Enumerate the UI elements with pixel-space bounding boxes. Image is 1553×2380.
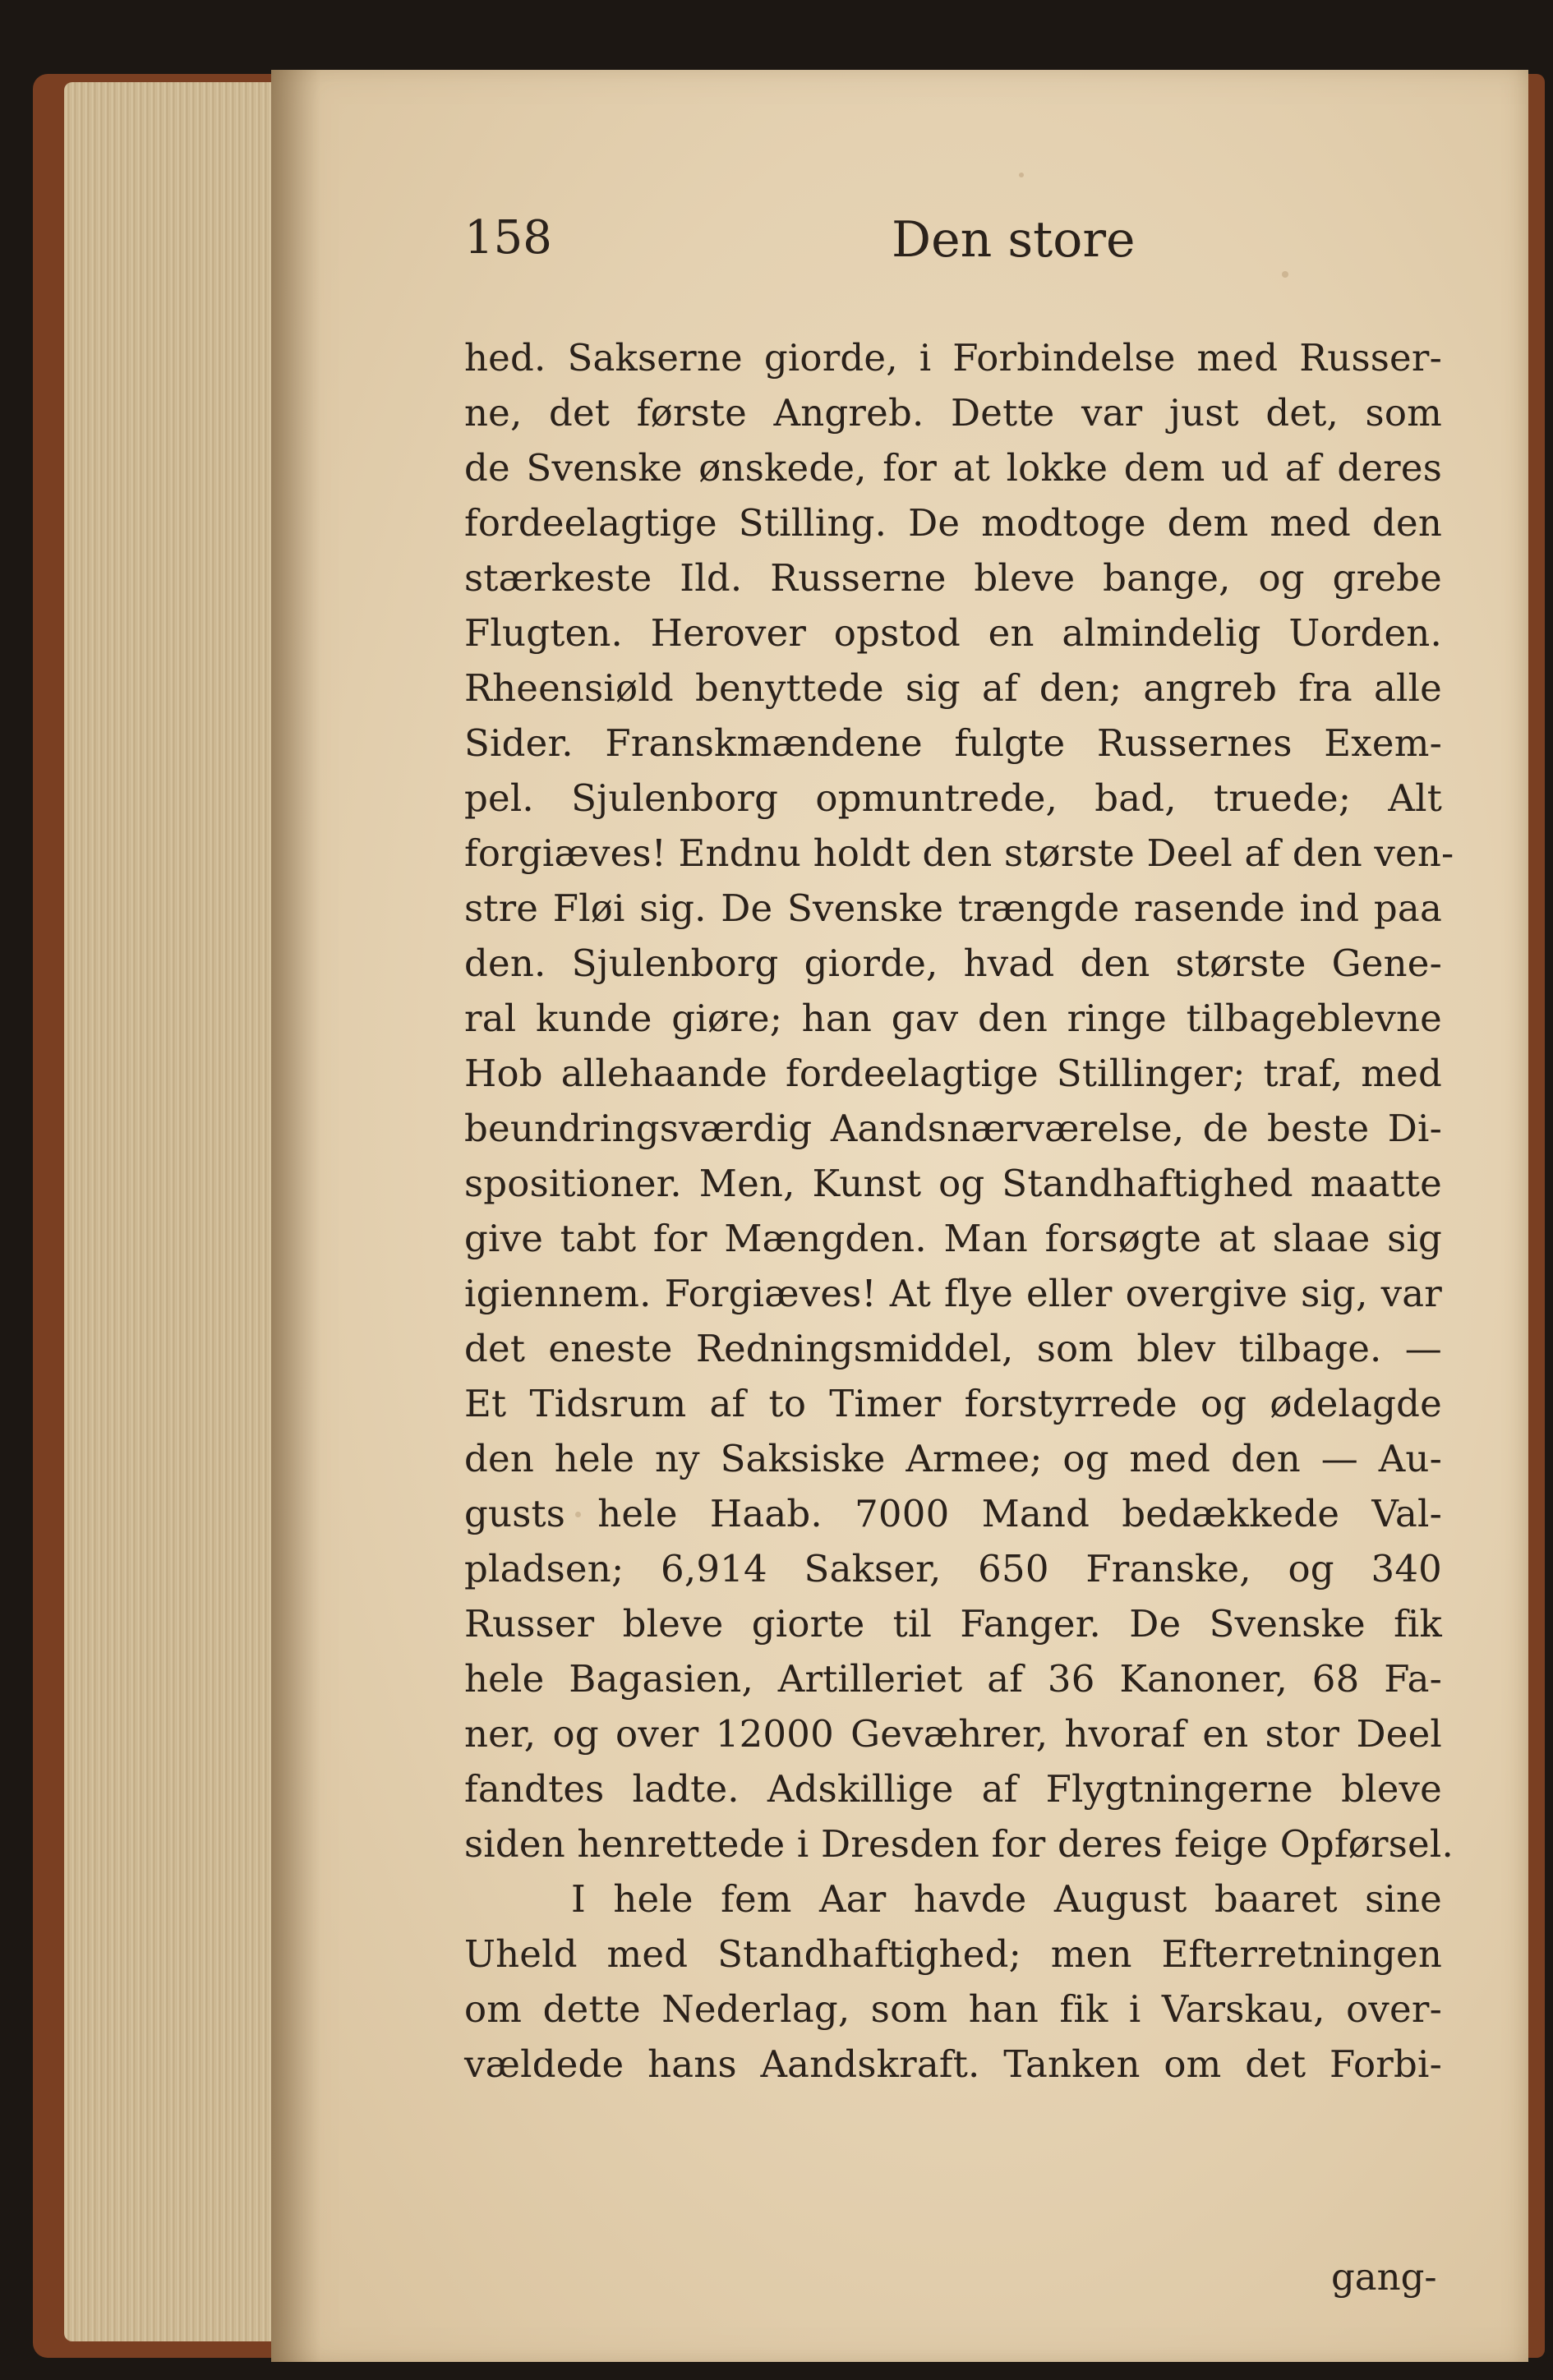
text-line: igiennem. Forgiæves! At flye eller overgive sig, var [464, 1272, 1442, 1315]
text-line: Rheensiøld benyttede sig af den; angreb fra alle [464, 666, 1442, 710]
text-line: pladsen; 6,914 Sakser, 650 Franske, og 340 [464, 1547, 1442, 1591]
text-line: Sider. Franskmændene fulgte Russernes Exem- [464, 721, 1442, 765]
text-line: beundringsværdig Aandsnærværelse, de beste Di- [464, 1107, 1442, 1150]
text-line: hele Bagasien, Artilleriet af 36 Kanoner, 68 Fa- [464, 1657, 1442, 1701]
text-line: fordeelagtige Stilling. De modtoge dem med den [464, 501, 1442, 545]
text-line: give tabt for Mængden. Man forsøgte at slaae sig [464, 1217, 1442, 1260]
text-line: Russer bleve giorte til Fanger. De Svenske fik [464, 1602, 1442, 1646]
text-line: ner, og over 12000 Gevæhrer, hvoraf en stor Deel [464, 1712, 1442, 1756]
page-edges [64, 82, 286, 2341]
text-line: Hob allehaande fordeelagtige Stillinger; traf, med [464, 1052, 1442, 1095]
text-line: den hele ny Saksiske Armee; og med den — Au- [464, 1437, 1442, 1480]
text-line: Flugten. Herover opstod en almindelig Uorden. [464, 611, 1442, 655]
text-line: fandtes ladte. Adskillige af Flygtningerne bleve [464, 1767, 1442, 1811]
text-line: I hele fem Aar havde August baaret sine [571, 1877, 1442, 1921]
text-line: pel. Sjulenborg opmuntrede, bad, truede; Alt [464, 776, 1442, 820]
text-line: den. Sjulenborg giorde, hvad den største Gene- [464, 941, 1442, 985]
body-text [464, 330, 1454, 2092]
text-line: ne, det første Angreb. Dette var just det, som [464, 391, 1442, 435]
text-line: om dette Nederlag, som han fik i Varskau, over- [464, 1987, 1442, 2031]
foxing-spot [1282, 271, 1288, 278]
gutter-shadow [271, 70, 320, 2362]
text-line: spositioner. Men, Kunst og Standhaftighed maatte [464, 1162, 1442, 1205]
text-line: ral kunde giøre; han gav den ringe tilbageblevne [464, 997, 1442, 1040]
text-line: de Svenske ønskede, for at lokke dem ud af deres [464, 446, 1442, 490]
text-line: siden henrettede i Dresden for deres feige Opførsel. [464, 1822, 1454, 1866]
text-line: Uheld med Standhaftighed; men Efterretningen [464, 1932, 1442, 1976]
page-number: 158 [464, 211, 552, 265]
catchword: gang- [1331, 2255, 1437, 2299]
running-head: Den store [892, 211, 1136, 269]
text-line: hed. Sakserne giorde, i Forbindelse med Russer- [464, 336, 1442, 380]
text-line: stærkeste Ild. Russerne bleve bange, og grebe [464, 556, 1442, 600]
text-line: gusts hele Haab. 7000 Mand bedækkede Val- [464, 1492, 1442, 1535]
text-line: det eneste Redningsmiddel, som blev tilbage. — [464, 1327, 1442, 1370]
text-line: Et Tidsrum af to Timer forstyrrede og ødelagde [464, 1382, 1442, 1425]
text-line: stre Fløi sig. De Svenske trængde rasende ind paa [464, 886, 1442, 930]
text-line: vældede hans Aandskraft. Tanken om det Forbi- [464, 2042, 1442, 2086]
foxing-spot [1019, 173, 1024, 177]
text-line: forgiæves! Endnu holdt den største Deel af den ven- [464, 831, 1454, 875]
